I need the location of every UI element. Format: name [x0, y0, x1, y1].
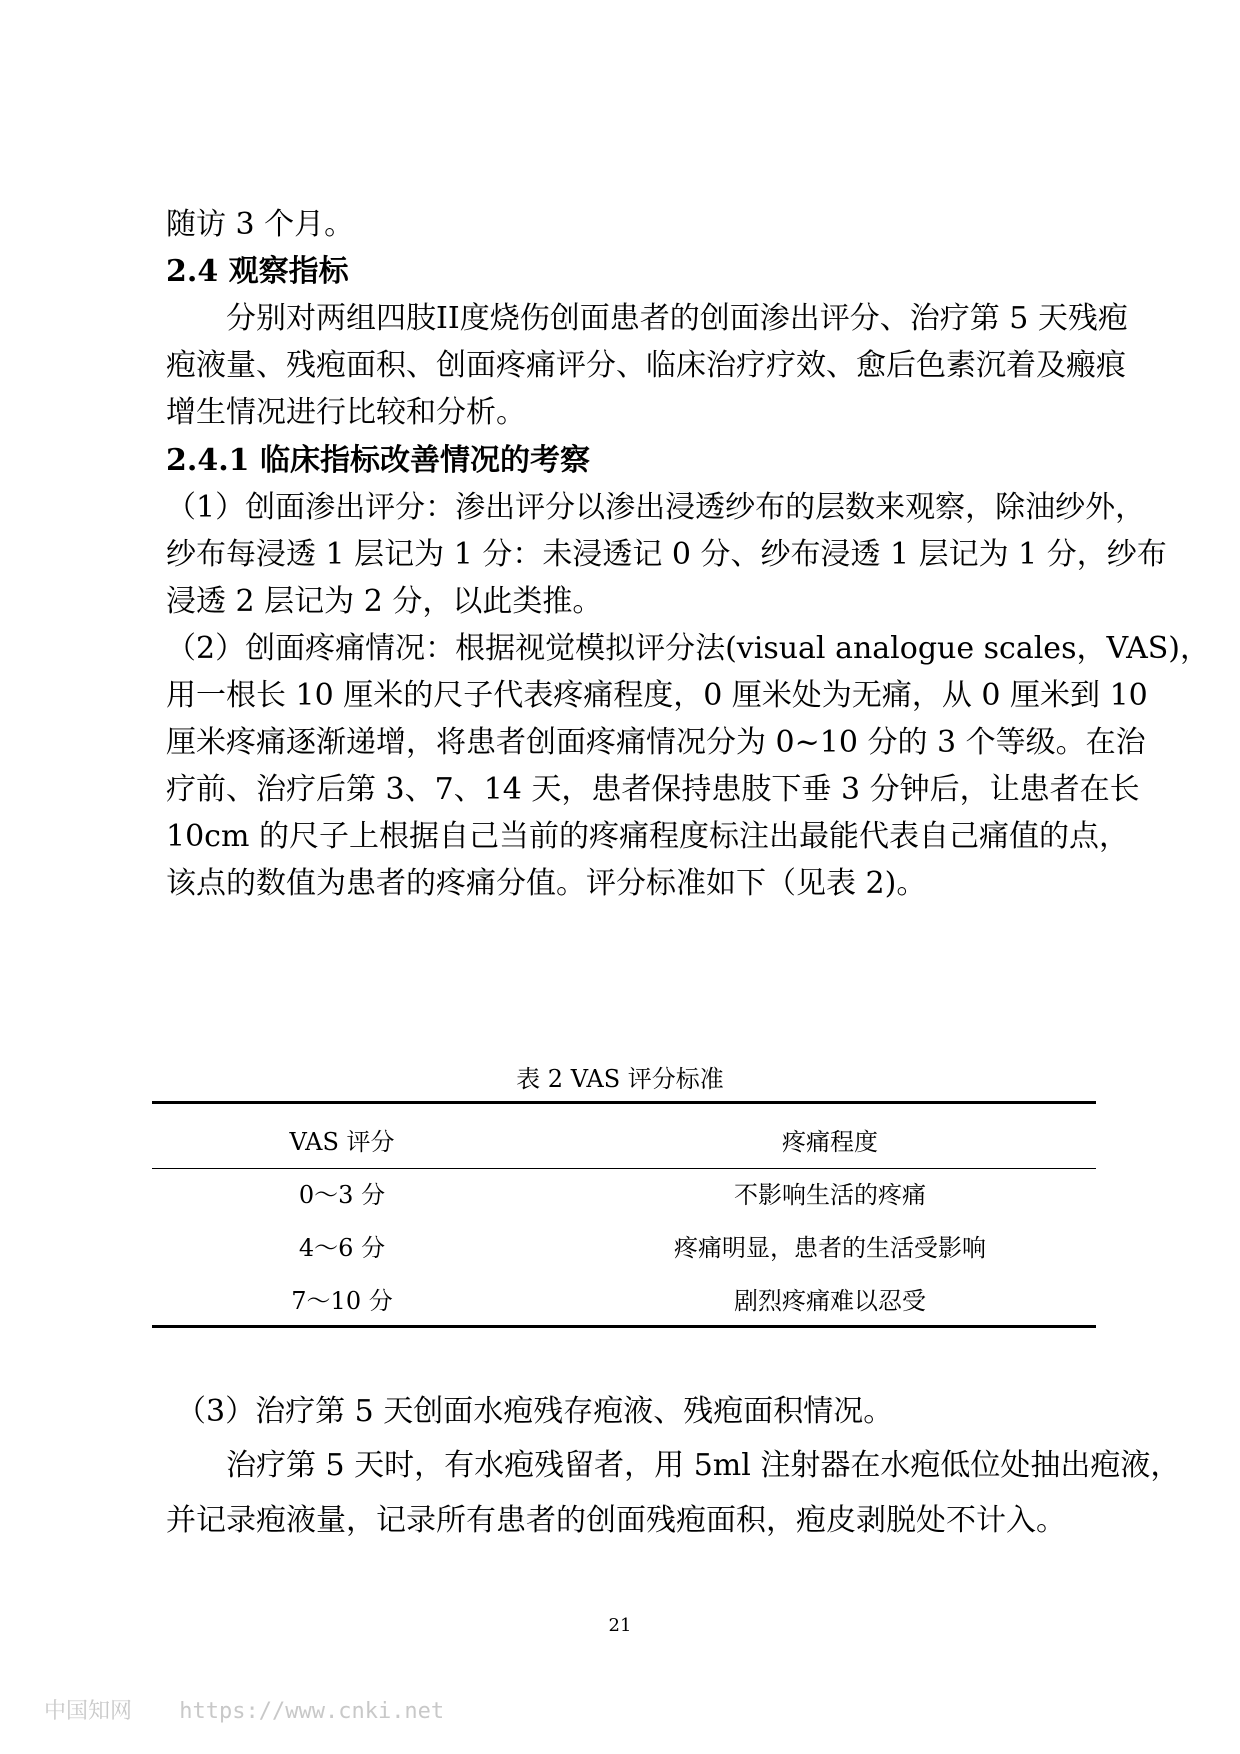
paragraph-line: 并记录疱液量，记录所有患者的创面残疱面积，疱皮剥脱处不计入。: [166, 1503, 1066, 1538]
section-heading-2-4-1: 2.4.1 临床指标改善情况的考察: [166, 443, 590, 478]
table-cell: 7～10 分: [291, 1287, 393, 1315]
table-header-cell: 疼痛程度: [782, 1128, 878, 1156]
paragraph-line: 10cm 的尺子上根据自己当前的疼痛程度标注出最能代表自己痛值的点，: [166, 819, 1129, 854]
paragraph-line: 纱布每浸透 1 层记为 1 分：未浸透记 0 分、纱布浸透 1 层记为 1 分，纱布: [166, 537, 1167, 572]
paragraph-line: 浸透 2 层记为 2 分，以此类推。: [166, 584, 603, 619]
paragraph-line: （2）创面疼痛情况：根据视觉模拟评分法(visual analogue scales，VAS)，: [166, 631, 1211, 666]
table-header-rule: [152, 1168, 1096, 1169]
paragraph-line: 用一根长 10 厘米的尺子代表疼痛程度，0 厘米处为无痛，从 0 厘米到 10: [166, 678, 1148, 713]
table-cell: 4～6 分: [298, 1234, 386, 1262]
table-cell: 不影响生活的疼痛: [734, 1181, 926, 1209]
intro-line: 随访 3 个月。: [166, 207, 355, 242]
table-cell: 剧烈疼痛难以忍受: [734, 1287, 926, 1315]
table-cell: 0～3 分: [298, 1181, 386, 1209]
paragraph-line: 该点的数值为患者的疼痛分值。评分标准如下（见表 2)。: [166, 866, 927, 901]
watermark-brand: 中国知网: [44, 1699, 133, 1724]
paragraph-line: 疗前、治疗后第 3、7、14 天，患者保持患肢下垂 3 分钟后，让患者在长: [166, 772, 1140, 807]
paragraph-line: 分别对两组四肢II度烧伤创面患者的创面渗出评分、治疗第 5 天残疱: [226, 301, 1128, 336]
cnki-watermark: [44, 1698, 444, 1726]
table-header-cell: VAS 评分: [289, 1128, 395, 1156]
item-3-title: （3）治疗第 5 天创面水疱残存疱液、残疱面积情况。: [176, 1394, 894, 1429]
page-number: 21: [608, 1615, 632, 1636]
table-caption: 表 2 VAS 评分标准: [516, 1065, 724, 1093]
table-top-rule: [152, 1101, 1096, 1104]
table-cell: 疼痛明显，患者的生活受影响: [674, 1234, 986, 1262]
paragraph-line: 疱液量、残疱面积、创面疼痛评分、临床治疗疗效、愈后色素沉着及瘢痕: [166, 348, 1126, 383]
paragraph-line: 增生情况进行比较和分析。: [166, 395, 526, 430]
watermark-url: https://www.cnki.net: [179, 1699, 445, 1724]
paragraph-line: （1）创面渗出评分：渗出评分以渗出浸透纱布的层数来观察，除油纱外，: [166, 490, 1146, 525]
section-heading-2-4: 2.4 观察指标: [166, 254, 349, 289]
table-bottom-rule: [152, 1325, 1096, 1328]
paragraph-line: 治疗第 5 天时，有水疱残留者，用 5ml 注射器在水疱低位处抽出疱液，: [226, 1448, 1181, 1483]
paragraph-line: 厘米疼痛逐渐递增，将患者创面疼痛情况分为 0~10 分的 3 个等级。在治: [166, 725, 1146, 760]
